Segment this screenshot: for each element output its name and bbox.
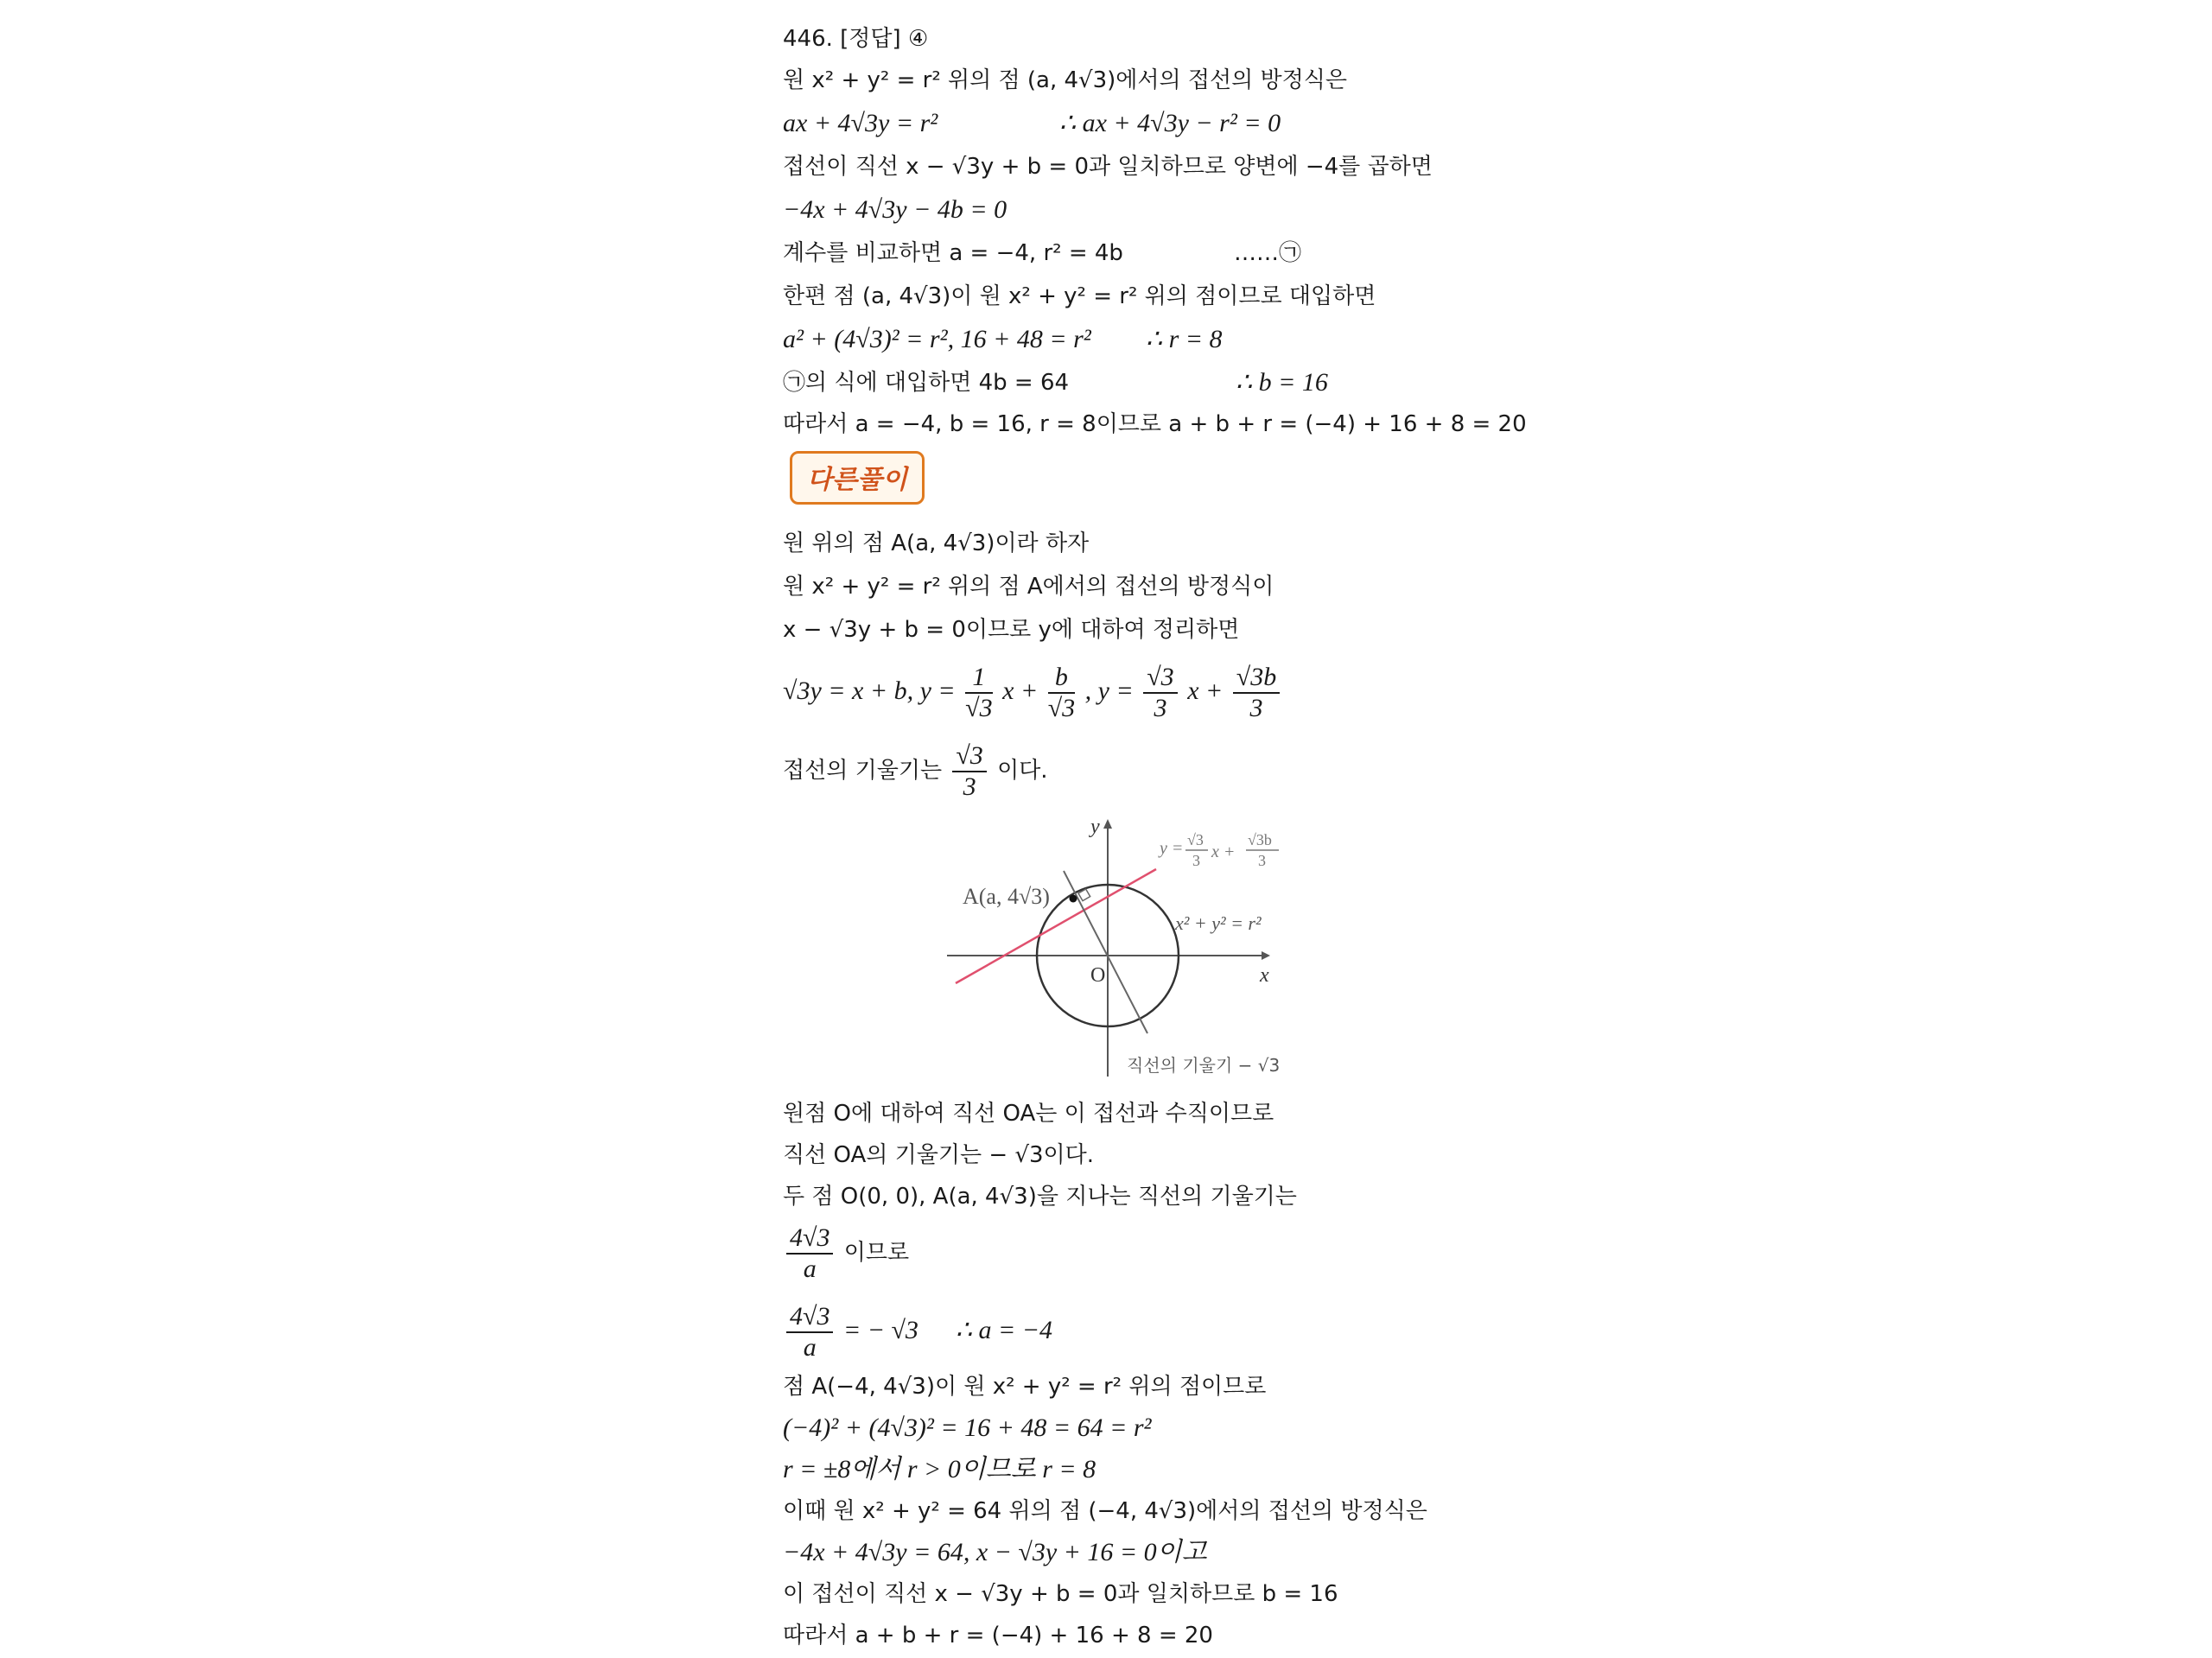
- fraction-numerator: √3: [1143, 663, 1177, 694]
- alt-text: 접선의 기울기는: [783, 758, 943, 784]
- x-axis-label: x: [1260, 964, 1269, 987]
- normal-line-label: 직선의 기울기 − √3: [1127, 1055, 1281, 1076]
- alt-line: 직선 OA의 기울기는 − √3이다.: [783, 1142, 1095, 1168]
- fraction: [1143, 663, 1177, 723]
- alt-text: 이므로: [843, 1240, 910, 1266]
- problem-line: ∴ ax + 4√3y − r² = 0: [1059, 109, 1281, 137]
- fraction-numerator: 4√3: [786, 1302, 833, 1333]
- problem-line: ∴ b = 16: [1236, 368, 1328, 397]
- y-axis-label: y: [1090, 816, 1100, 838]
- alt-text: √3y = x + b, y =: [783, 677, 956, 705]
- alt-line: 원점 O에 대하여 직선 OA는 이 접선과 수직이므로: [783, 1101, 1274, 1127]
- fraction: [786, 1223, 833, 1284]
- tangent-label-mid: x +: [1211, 842, 1236, 861]
- fraction-denominator: a: [803, 1254, 817, 1283]
- problem-line: ax + 4√3y = r²: [783, 109, 938, 137]
- fraction-denominator: a: [803, 1333, 817, 1363]
- fraction-denominator: 3: [1154, 694, 1167, 723]
- fraction-denominator: √3: [1047, 694, 1076, 723]
- alt-line-fraction: [783, 1296, 1052, 1365]
- tangent-fraction-1-num: √3: [1187, 831, 1204, 848]
- alt-text: x +: [1002, 677, 1039, 705]
- fraction: [1233, 663, 1280, 723]
- alt-line: 두 점 O(0, 0), A(a, 4√3)을 지나는 직선의 기울기는: [783, 1184, 1297, 1210]
- alt-text: x +: [1187, 677, 1224, 705]
- circle-equation-label: x² + y² = r²: [1175, 912, 1262, 934]
- alt-line: −4x + 4√3y = 64, x − √3y + 16 = 0이고: [783, 1538, 1207, 1566]
- problem-line: 계수를 비교하면 a = −4, r² = 4b: [783, 240, 1123, 266]
- problem-line: ∴ r = 8: [1146, 325, 1223, 353]
- alt-text: ∴ a = −4: [955, 1316, 1052, 1344]
- fraction: [952, 741, 986, 802]
- alt-line: x − √3y + b = 0이므로 y에 대하여 정리하면: [783, 617, 1240, 643]
- problem-line: 한편 점 (a, 4√3)이 원 x² + y² = r² 위의 점이므로 대입하면: [783, 283, 1376, 309]
- alt-text: = − √3: [842, 1316, 918, 1344]
- tangent-fraction-1-den: 3: [1192, 852, 1200, 869]
- problem-line: 따라서 a = −4, b = 16, r = 8이므로 a + b + r = (−4) + 16 + 8 = 20: [783, 411, 1527, 437]
- alt-line: 이 접선이 직선 x − √3y + b = 0과 일치하므로 b = 16: [783, 1581, 1338, 1607]
- alt-text: 이다.: [997, 758, 1048, 784]
- fraction-numerator: 4√3: [786, 1223, 833, 1255]
- problem-line: ㉠의 식에 대입하면 4b = 64: [783, 370, 1070, 396]
- point-A-dot: [1070, 895, 1077, 903]
- answer-header: 446. [정답] ④: [783, 26, 929, 52]
- normal-line: [1064, 871, 1147, 1033]
- fraction-numerator: 1: [965, 663, 992, 694]
- alt-line-fraction: [783, 1218, 909, 1287]
- fraction: [786, 1302, 833, 1363]
- alt-line-fractions: [783, 657, 1283, 726]
- problem-line: a² + (4√3)² = r², 16 + 48 = r²: [783, 325, 1091, 353]
- point-A-label: A(a, 4√3): [963, 884, 1050, 909]
- alt-line: 이때 원 x² + y² = 64 위의 점 (−4, 4√3)에서의 접선의 방정식은: [783, 1498, 1427, 1524]
- problem-line: 접선이 직선 x − √3y + b = 0과 일치하므로 양변에 −4를 곱하면: [783, 154, 1433, 180]
- problem-line: 원 x² + y² = r² 위의 점 (a, 4√3)에서의 접선의 방정식은: [783, 67, 1347, 93]
- fraction-numerator: √3b: [1233, 663, 1280, 694]
- alternative-solution-badge: 다른풀이: [790, 451, 925, 505]
- alt-line: 점 A(−4, 4√3)이 원 x² + y² = r² 위의 점이므로: [783, 1374, 1267, 1400]
- alt-line: r = ±8에서 r > 0이므로 r = 8: [783, 1455, 1096, 1483]
- fraction-denominator: 3: [963, 772, 976, 801]
- fraction: [1048, 663, 1075, 723]
- fraction: [965, 663, 992, 723]
- fraction-denominator: √3: [965, 694, 993, 723]
- tangent-fraction-2-den: 3: [1258, 852, 1266, 869]
- alt-line: 따라서 a + b + r = (−4) + 16 + 8 = 20: [783, 1623, 1213, 1648]
- equation-marker: ……㉠: [1234, 240, 1302, 266]
- alt-line: 원 x² + y² = r² 위의 점 A에서의 접선의 방정식이: [783, 574, 1274, 600]
- problem-line: −4x + 4√3y − 4b = 0: [783, 195, 1007, 224]
- alt-line-slope: [783, 736, 1048, 805]
- origin-label: O: [1090, 964, 1106, 987]
- alt-text: , y =: [1084, 677, 1134, 705]
- tangent-label-prefix: y =: [1160, 839, 1184, 858]
- x-axis-arrow: [1262, 951, 1270, 960]
- tangent-fraction-2-num: √3b: [1248, 831, 1272, 848]
- y-axis-arrow: [1103, 819, 1112, 829]
- alt-line: 원 위의 점 A(a, 4√3)이라 하자: [783, 530, 1090, 556]
- alt-line: (−4)² + (4√3)² = 16 + 48 = 64 = r²: [783, 1413, 1152, 1442]
- circle-tangent-figure: [921, 807, 1319, 1092]
- fraction-numerator: √3: [952, 741, 986, 772]
- fraction-numerator: b: [1048, 663, 1075, 694]
- fraction-denominator: 3: [1249, 694, 1263, 723]
